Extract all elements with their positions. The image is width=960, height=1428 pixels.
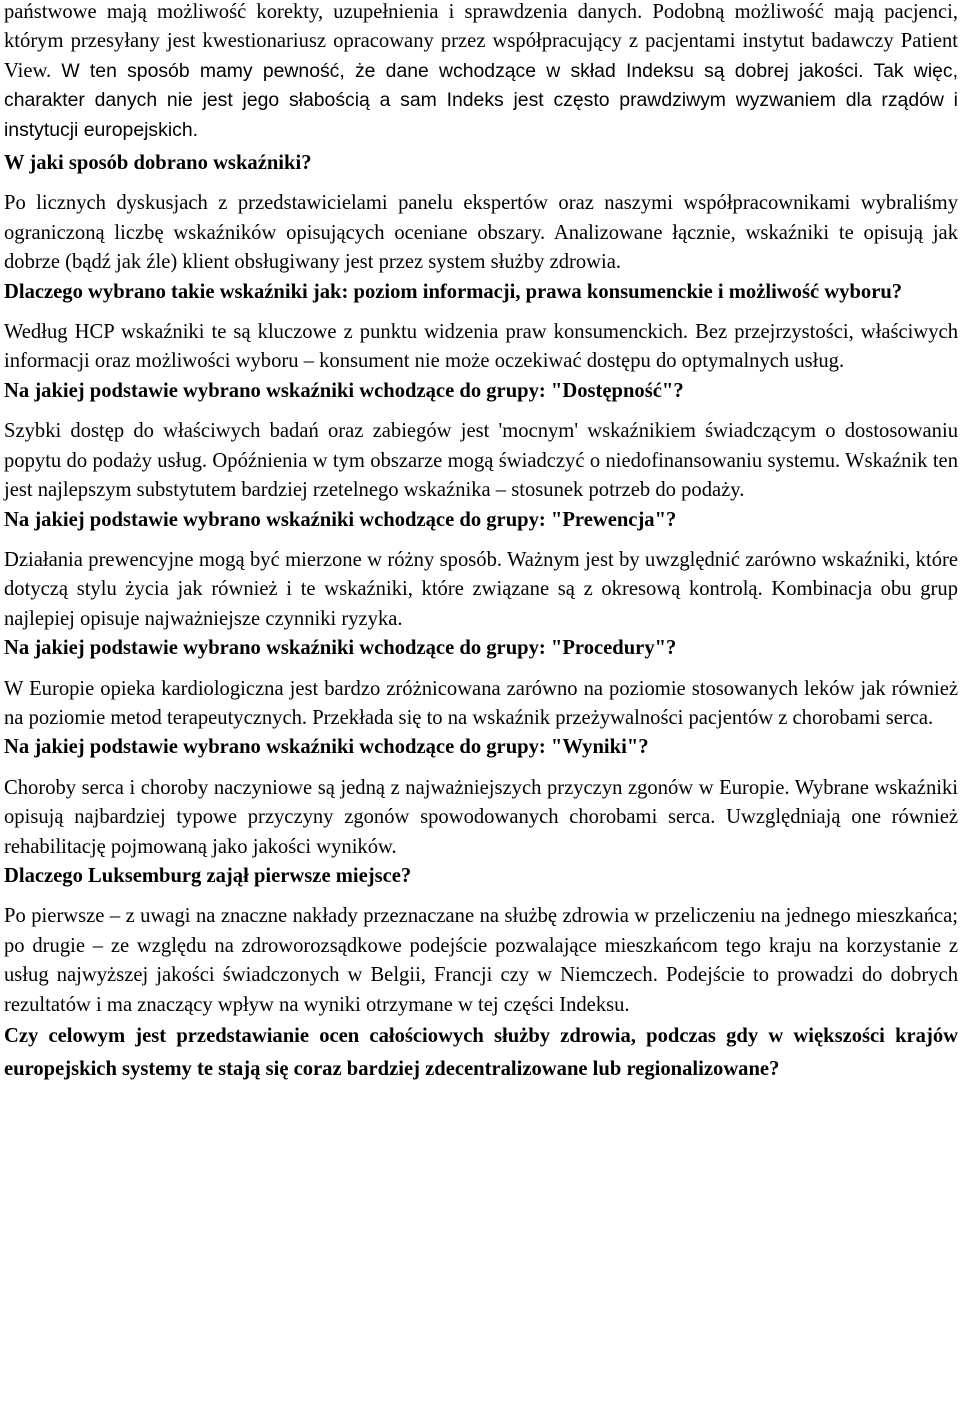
heading-access: Na jakiej podstawie wybrano wskaźniki wchodzące do grupy: "Dostępność"? bbox=[4, 379, 684, 402]
heading-why-indicators: Dlaczego wybrano takie wskaźniki jak: poziom informacji, prawa konsumenckie i możliwość wyboru? bbox=[4, 280, 903, 303]
heading-luxembourg: Dlaczego Luksemburg zajął pierwsze miejsce? bbox=[4, 864, 412, 887]
paragraph-procedures: W Europie opieka kardiologiczna jest bardzo zróżnicowana zarówno na poziomie stosowanych leków jak również na poziomie metod terapeutycznych. Przekłada się to na wskaźnik przeżywalności pacjentów z chorobami serca. bbox=[4, 677, 958, 729]
paragraph-luxembourg: Po pierwsze – z uwagi na znaczne nakłady przeznaczane na służbę zdrowia w przeliczeniu na jednego mieszkańca; po drugie – ze względu na zdroworozsądkowe podejście pozwalające mieszkańcom tego kraju na korzystanie z usług najwyższej jakości świadczonych w Belgii, Francji czy w Niemczech. Podejście to prowadzi do dobrych rezultatów i ma znaczący wpływ na wyniki otrzymane w tej części Indeksu. bbox=[4, 905, 958, 1016]
heading-prevention: Na jakiej podstawie wybrano wskaźniki wchodzące do grupy: "Prewencja"? bbox=[4, 508, 677, 531]
heading-decentralization: Czy celowym jest przedstawianie ocen całościowych służby zdrowia, podczas gdy w większości krajów europejskich systemy te stają się coraz bardziej zdecentralizowane lub regionalizowane? bbox=[4, 1025, 958, 1080]
paragraph-results: Choroby serca i choroby naczyniowe są jedną z najważniejszych przyczyn zgonów w Europie. Wybrane wskaźniki opisują najbardziej typowe przyczyny zgonów spowodowanych chorobami serca. Uwzględniają one również rehabilitację pojmowaną jako jakości wyników. bbox=[4, 776, 958, 858]
paragraph-why-indicators: Według HCP wskaźniki te są kluczowe z punktu widzenia praw konsumenckich. Bez przejrzystości, właściwych informacji oraz możliwości wyboru – konsument nie może oczekiwać dostępu do optymalnych usług. bbox=[4, 321, 958, 373]
paragraph-prevention: Działania prewencyjne mogą być mierzone w różny sposób. Ważnym jest by uwzględnić zarówno wskaźniki, które dotyczą stylu życia jak również i te wskaźniki, które związane są z okresową kontrolą. Kombinacja obu grup najlepiej opisuje najważniejsze czynniki ryzyka. bbox=[4, 548, 958, 630]
heading-indicators: W jaki sposób dobrano wskaźniki? bbox=[4, 152, 312, 175]
heading-procedures: Na jakiej podstawie wybrano wskaźniki wchodzące do grupy: "Procedury"? bbox=[4, 637, 677, 660]
paragraph-indicators: Po licznych dyskusjach z przedstawicielami panelu ekspertów oraz naszymi współpracownikami wybraliśmy ograniczoną liczbę wskaźników opisujących oceniane obszary. Analizowane łącznie, wskaźniki te opisują jak dobrze (bądź jak źle) klient obsługiwany jest przez system służby zdrowia. bbox=[4, 192, 958, 274]
paragraph-access: Szybki dostęp do właściwych badań oraz zabiegów jest 'mocnym' wskaźnikiem świadczącym o dostosowaniu popytu do podaży usług. Opóźnienia w tym obszarze mogą świadczyć o niedofinansowaniu systemu. Wskaźnik ten jest najlepszym substytutem bardziej rzetelnego wskaźnika – stosunek potrzeb do podaży. bbox=[4, 420, 958, 502]
paragraph-intro-sans: W ten sposób mamy pewność, że dane wchodzące w skład Indeksu są dobrej jakości. Tak więc, charakter danych nie jest jego słabością a sam Indeks jest często prawdziwym wyzwaniem dla rządów i instytucji europejskich. bbox=[4, 59, 958, 141]
paragraph-intro bbox=[4, 0, 958, 145]
heading-results: Na jakiej podstawie wybrano wskaźniki wchodzące do grupy: "Wyniki"? bbox=[4, 736, 649, 759]
paragraph-intro-serif: państwowe mają możliwość korekty, uzupełnienia i sprawdzenia danych. Podobną możliwość mają pacjenci, którym przesyłany jest kwestionariusz opracowany przez współpracujący z pacjentami instytut badawczy Patient View. bbox=[4, 1, 958, 82]
